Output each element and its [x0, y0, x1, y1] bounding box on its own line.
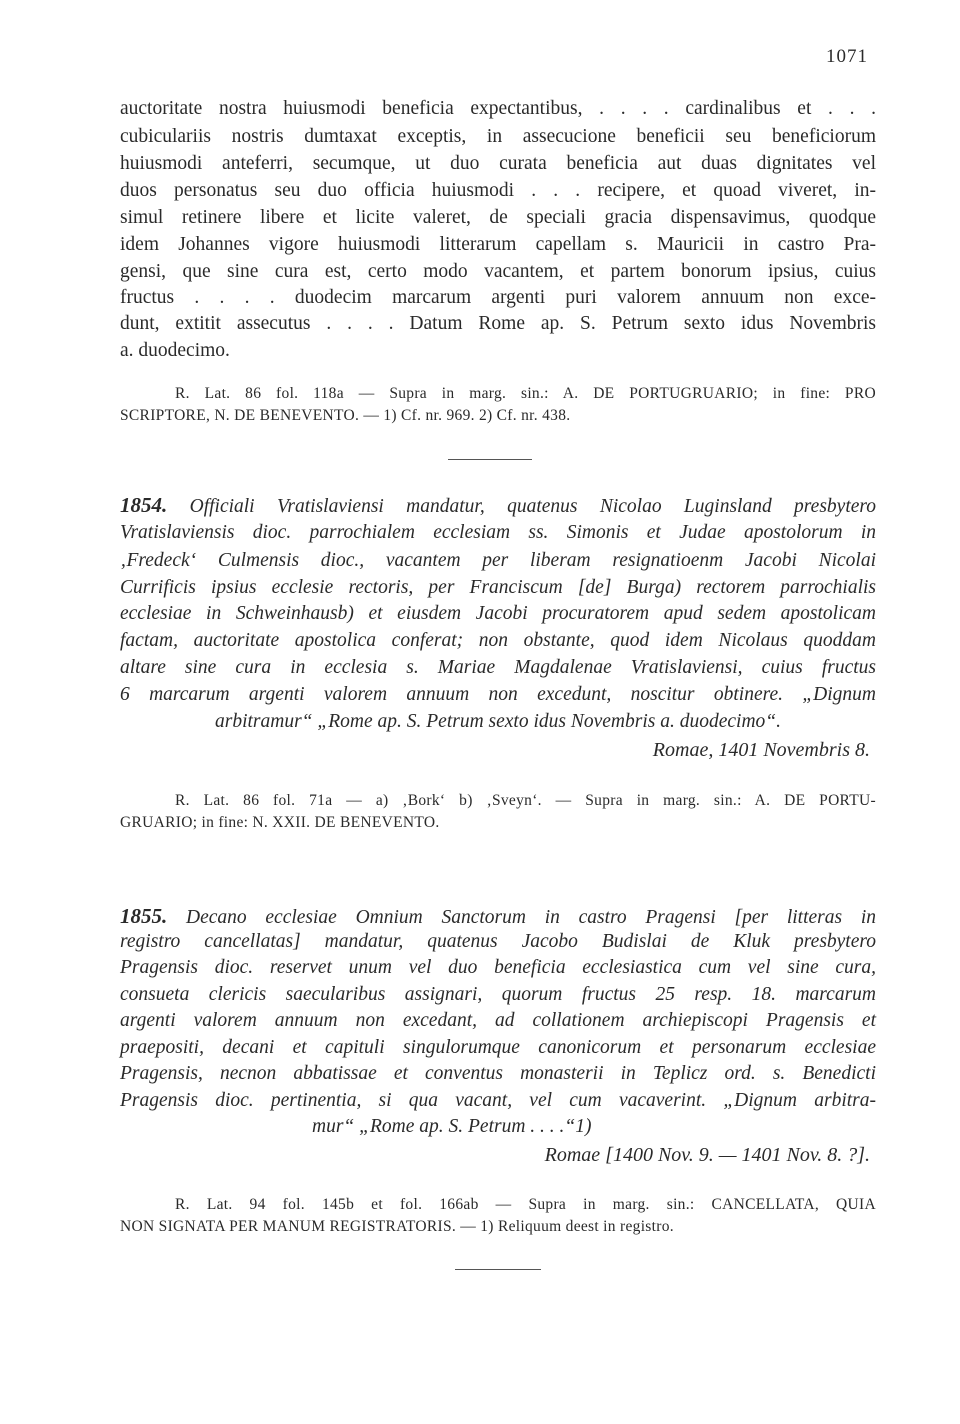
- text-line: fructus . . . . duodecim marcarum argenti puri valorem annuum non exce-: [120, 287, 876, 308]
- regest-line: 6 marcarum argenti valorem annuum non excedunt, noscitur obtinere. „Dignum: [120, 684, 876, 705]
- note-line: R. Lat. 94 fol. 145b et fol. 166ab — Supra in marg. sin.: CANCELLATA, QUIA: [175, 1196, 876, 1213]
- regest-line: Vratislaviensis dioc. parrochialem ecclesiam ss. Simonis et Judae apostolorum in: [120, 522, 876, 543]
- text-line: gensi, que sine cura est, certo modo vacantem, et partem bonorum ipsius, cuius: [120, 261, 876, 282]
- entry-date: Romae, 1401 Novembris 8.: [652, 739, 870, 761]
- entry-number: 1854.: [120, 493, 168, 517]
- regest-line: [120, 904, 876, 929]
- note-line: SCRIPTORE, N. DE BENEVENTO. — 1) Cf. nr. 969. 2) Cf. nr. 438.: [120, 407, 571, 424]
- text-line: idem Johannes vigore huiusmodi litterarum capellam s. Mauricii in castro Pra-: [120, 234, 876, 255]
- regest-line: altare sine cura in ecclesia s. Mariae Magdalenae Vratislaviensi, cuius fructus: [120, 657, 876, 678]
- page-number: 1071: [826, 46, 868, 67]
- note-line: R. Lat. 86 fol. 118a — Supra in marg. sin.: A. DE PORTUGRUARIO; in fine: PRO: [175, 385, 876, 402]
- regest-line: registro cancellatas] mandatur, quatenus Jacobo Budislai de Kluk presbytero: [120, 931, 876, 952]
- note-line: GRUARIO; in fine: N. XXII. DE BENEVENTO.: [120, 814, 440, 831]
- text-line: simul retinere libere et licite valeret, de speciali gracia dispensavimus, quodque: [120, 207, 876, 228]
- text-line: a. duodecimo.: [120, 340, 230, 361]
- regest-line: [120, 493, 876, 518]
- text-line: huiusmodi anteferri, secumque, ut duo curata beneficia aut duas dignitates vel: [120, 153, 876, 174]
- note-line: NON SIGNATA PER MANUM REGISTRATORIS. — 1) Reliquum deest in registro.: [120, 1218, 674, 1235]
- regest-line: mur“ „Rome ap. S. Petrum . . . .“1): [312, 1116, 592, 1137]
- regest-line: Pragensis, necnon abbatissae et conventus monasterii in Teplicz ord. s. Benedicti: [120, 1063, 876, 1084]
- text-line: dunt, extitit assecutus . . . . Datum Rome ap. S. Petrum sexto idus Novembris: [120, 313, 876, 334]
- regest-line: factam, auctoritate apostolica conferat; non obstante, quod idem Nicolaus quoddam: [120, 630, 876, 651]
- regest-line: ecclesiae in Schweinhausb) et eiusdem Jacobi procuratorem apud sedem apostolicam: [120, 603, 876, 624]
- text-line: auctoritate nostra huiusmodi beneficia expectantibus, . . . . cardinalibus et . . .: [120, 98, 876, 119]
- section-divider: [448, 459, 532, 460]
- regest-line: arbitramur“ „Rome ap. S. Petrum sexto idus Novembris a. duodecimo“.: [214, 711, 782, 732]
- regest-text: Officiali Vratislaviensi mandatur, quatenus Nicolao Luginsland presbytero: [189, 496, 877, 517]
- entry-date: Romae [1400 Nov. 9. — 1401 Nov. 8. ?].: [544, 1144, 870, 1166]
- regest-line: Pragensis dioc. reservet unum vel duo beneficia ecclesiastica cum vel sine cura,: [120, 957, 876, 978]
- text-line: cubiculariis nostris dumtaxat exceptis, in assecucione beneficii seu beneficiorum: [120, 126, 876, 147]
- regest-text: Decano ecclesiae Omnium Sanctorum in castro Pragensi [per litteras in: [186, 907, 877, 928]
- regest-line: Currificis ipsius ecclesie rectoris, per Franciscum [de] Burga) rectorem parrochialis: [120, 577, 876, 598]
- regest-line: praepositi, decani et capituli singulorumque canonicorum et personarum ecclesiae: [120, 1037, 876, 1058]
- note-line: R. Lat. 86 fol. 71a — a) ‚Bork‘ b) ‚Sveyn‘. — Supra in marg. sin.: A. DE PORTU-: [175, 792, 876, 809]
- regest-line: consueta clericis saecularibus assignari, quorum fructus 25 resp. 18. marcarum: [120, 984, 876, 1005]
- regest-line: ‚Fredeck‘ Culmensis dioc., vacantem per liberam resignatioenm Jacobi Nicolai: [120, 550, 876, 571]
- regest-line: argenti valorem annuum non excedant, ad collationem archiepiscopi Pragensis et: [120, 1010, 876, 1031]
- regest-line: Pragensis dioc. pertinentia, si qua vacant, vel cum vacaverint. „Dignum arbitra-: [120, 1090, 876, 1111]
- entry-number: 1855.: [120, 904, 168, 928]
- section-divider: [455, 1269, 541, 1270]
- text-line: duos personatus seu duo officia huiusmodi . . . recipere, et quoad viveret, in-: [120, 180, 876, 201]
